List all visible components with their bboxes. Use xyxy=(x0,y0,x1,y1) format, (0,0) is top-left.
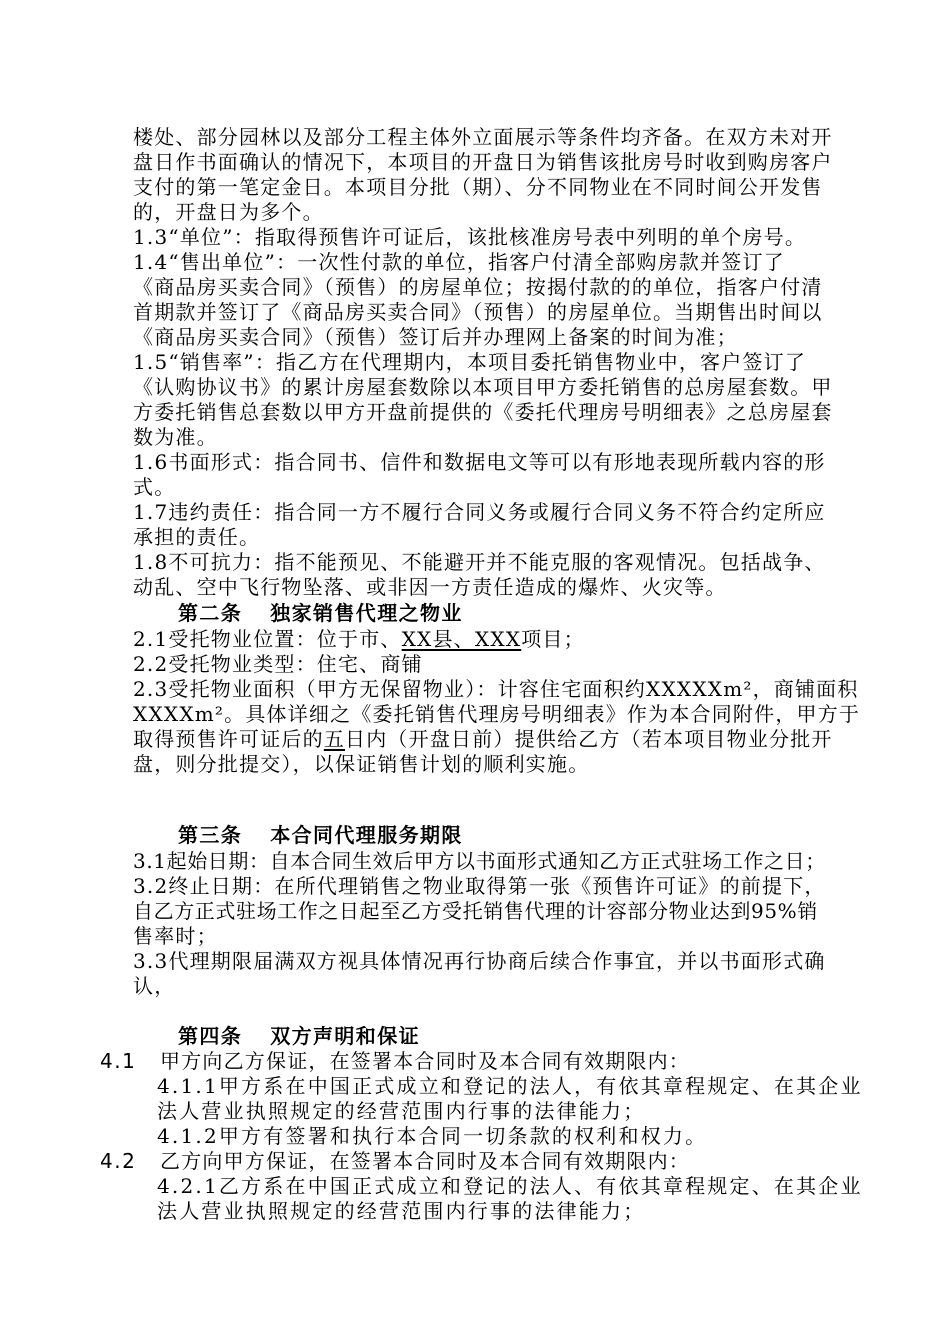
clause-3-2: 售率时； xyxy=(133,924,218,948)
article-3-title: 本合同代理服务期限 xyxy=(270,823,463,847)
clause-2-1-location: XX县、XXX xyxy=(401,627,522,651)
clause-2-2: 2.2受托物业类型：住宅、商铺 xyxy=(133,652,423,676)
definition-1-6: 式。 xyxy=(133,475,176,499)
clause-4-2-1: 4.2.1乙方系在中国正式成立和登记的法人、有依其章程规定、在其企业 xyxy=(157,1174,863,1198)
definition-1-4: 《商品房买卖合同》（预售）的房屋单位；按揭付款的的单位，指客户付清 xyxy=(133,275,823,299)
clause-2-3-days: 五 xyxy=(323,727,346,751)
clause-4-1-2: 4.1.2甲方有签署和执行本合同一切条款的权利和权力。 xyxy=(157,1124,708,1148)
clause-2-3: 盘，则分批提交），以保证销售计划的顺利实施。 xyxy=(133,752,590,776)
definition-1-8: 1.8不可抗力：指不能预见、不能避开并不能克服的客观情况。包括战争、 xyxy=(133,550,826,574)
definition-1-6: 1.6书面形式：指合同书、信件和数据电文等可以有形地表现所载内容的形 xyxy=(133,450,826,474)
clause-2-3: 取得预售许可证后的五日内（开盘日前）提供给乙方（若本项目物业分批开 xyxy=(133,727,833,751)
article-3-number: 第三条 xyxy=(178,823,243,847)
paragraph-opening-line: 楼处、部分园林以及部分工程主体外立面展示等条件均齐备。在双方未对开 xyxy=(133,125,833,149)
definition-1-7: 1.7违约责任：指合同一方不履行合同义务或履行合同义务不符合约定所应 xyxy=(133,500,826,524)
clause-4-1-1: 4.1.1甲方系在中国正式成立和登记的法人，有依其章程规定、在其企业 xyxy=(157,1074,863,1098)
clause-2-3: 2.3受托物业面积（甲方无保留物业）：计容住宅面积约XXXXXm²，商铺面积 xyxy=(133,677,859,701)
definition-1-5: 1.5“销售率”：指乙方在代理期内，本项目委托销售物业中，客户签订了 xyxy=(133,350,807,374)
clause-4-2-number: 4.2 xyxy=(100,1149,137,1173)
clause-4-2-1: 法人营业执照规定的经营范围内行事的法律能力； xyxy=(157,1199,646,1223)
article-4-title: 双方声明和保证 xyxy=(270,1024,421,1048)
paragraph-opening-line: 盘日作书面确认的情况下，本项目的开盘日为销售该批房号时收到购房客户 xyxy=(133,150,833,174)
article-3-heading xyxy=(178,822,463,848)
clause-4-1-1: 法人营业执照规定的经营范围内行事的法律能力； xyxy=(157,1099,646,1123)
clause-2-3: XXXXm²。具体详细之《委托销售代理房号明细表》作为本合同附件，甲方于 xyxy=(133,702,861,726)
definition-1-5: 数为准。 xyxy=(133,425,218,449)
article-4-number: 第四条 xyxy=(178,1024,243,1048)
definition-1-4: 《商品房买卖合同》（预售）签订后并办理网上备案的时间为准； xyxy=(133,325,738,349)
article-2-title: 独家销售代理之物业 xyxy=(270,601,463,625)
clause-2-1: 2.1受托物业位置：位于市、XX县、XXX项目； xyxy=(133,627,585,651)
clause-3-1: 3.1起始日期：自本合同生效后甲方以书面形式通知乙方正式驻场工作之日； xyxy=(133,849,826,873)
definition-1-4: 1.4“售出单位”：一次性付款的单位，指客户付清全部购房款并签订了 xyxy=(133,250,785,274)
clause-3-3: 3.3代理期限届满双方视具体情况再行协商后续合作事宜，并以书面形式确 xyxy=(133,949,826,973)
article-2-heading xyxy=(178,600,463,626)
clause-3-2: 3.2终止日期：在所代理销售之物业取得第一张《预售许可证》的前提下， xyxy=(133,874,826,898)
article-2-number: 第二条 xyxy=(178,601,243,625)
paragraph-opening-line: 的，开盘日为多个。 xyxy=(133,200,324,224)
clause-4-2: 乙方向甲方保证，在签署本合同时及本合同有效期限内： xyxy=(160,1149,690,1173)
definition-1-5: 《认购协议书》的累计房屋套数除以本项目甲方委托销售的总房屋套数。甲 xyxy=(133,375,833,399)
clause-4-1: 甲方向乙方保证，在签署本合同时及本合同有效期限内： xyxy=(160,1049,690,1073)
definition-1-7: 承担的责任。 xyxy=(133,525,261,549)
clause-3-3: 认， xyxy=(133,974,176,998)
definition-1-8: 动乱、空中飞行物坠落、或非因一方责任造成的爆炸、火灾等。 xyxy=(133,575,727,599)
paragraph-opening-line: 支付的第一笔定金日。本项目分批（期）、分不同物业在不同时间公开发售 xyxy=(133,175,823,199)
definition-1-3: 1.3“单位”：指取得预售许可证后，该批核准房号表中列明的单个房号。 xyxy=(133,225,807,249)
article-4-heading xyxy=(178,1023,420,1049)
definition-1-4: 首期款并签订了《商品房买卖合同》（预售）的房屋单位。当期售出时间以 xyxy=(133,300,823,324)
definition-1-5: 方委托销售总套数以甲方开盘前提供的《委托代理房号明细表》之总房屋套 xyxy=(133,400,833,424)
clause-3-2: 自乙方正式驻场工作之日起至乙方受托销售代理的计容部分物业达到95%销 xyxy=(133,899,818,923)
clause-4-1-number: 4.1 xyxy=(100,1049,137,1073)
